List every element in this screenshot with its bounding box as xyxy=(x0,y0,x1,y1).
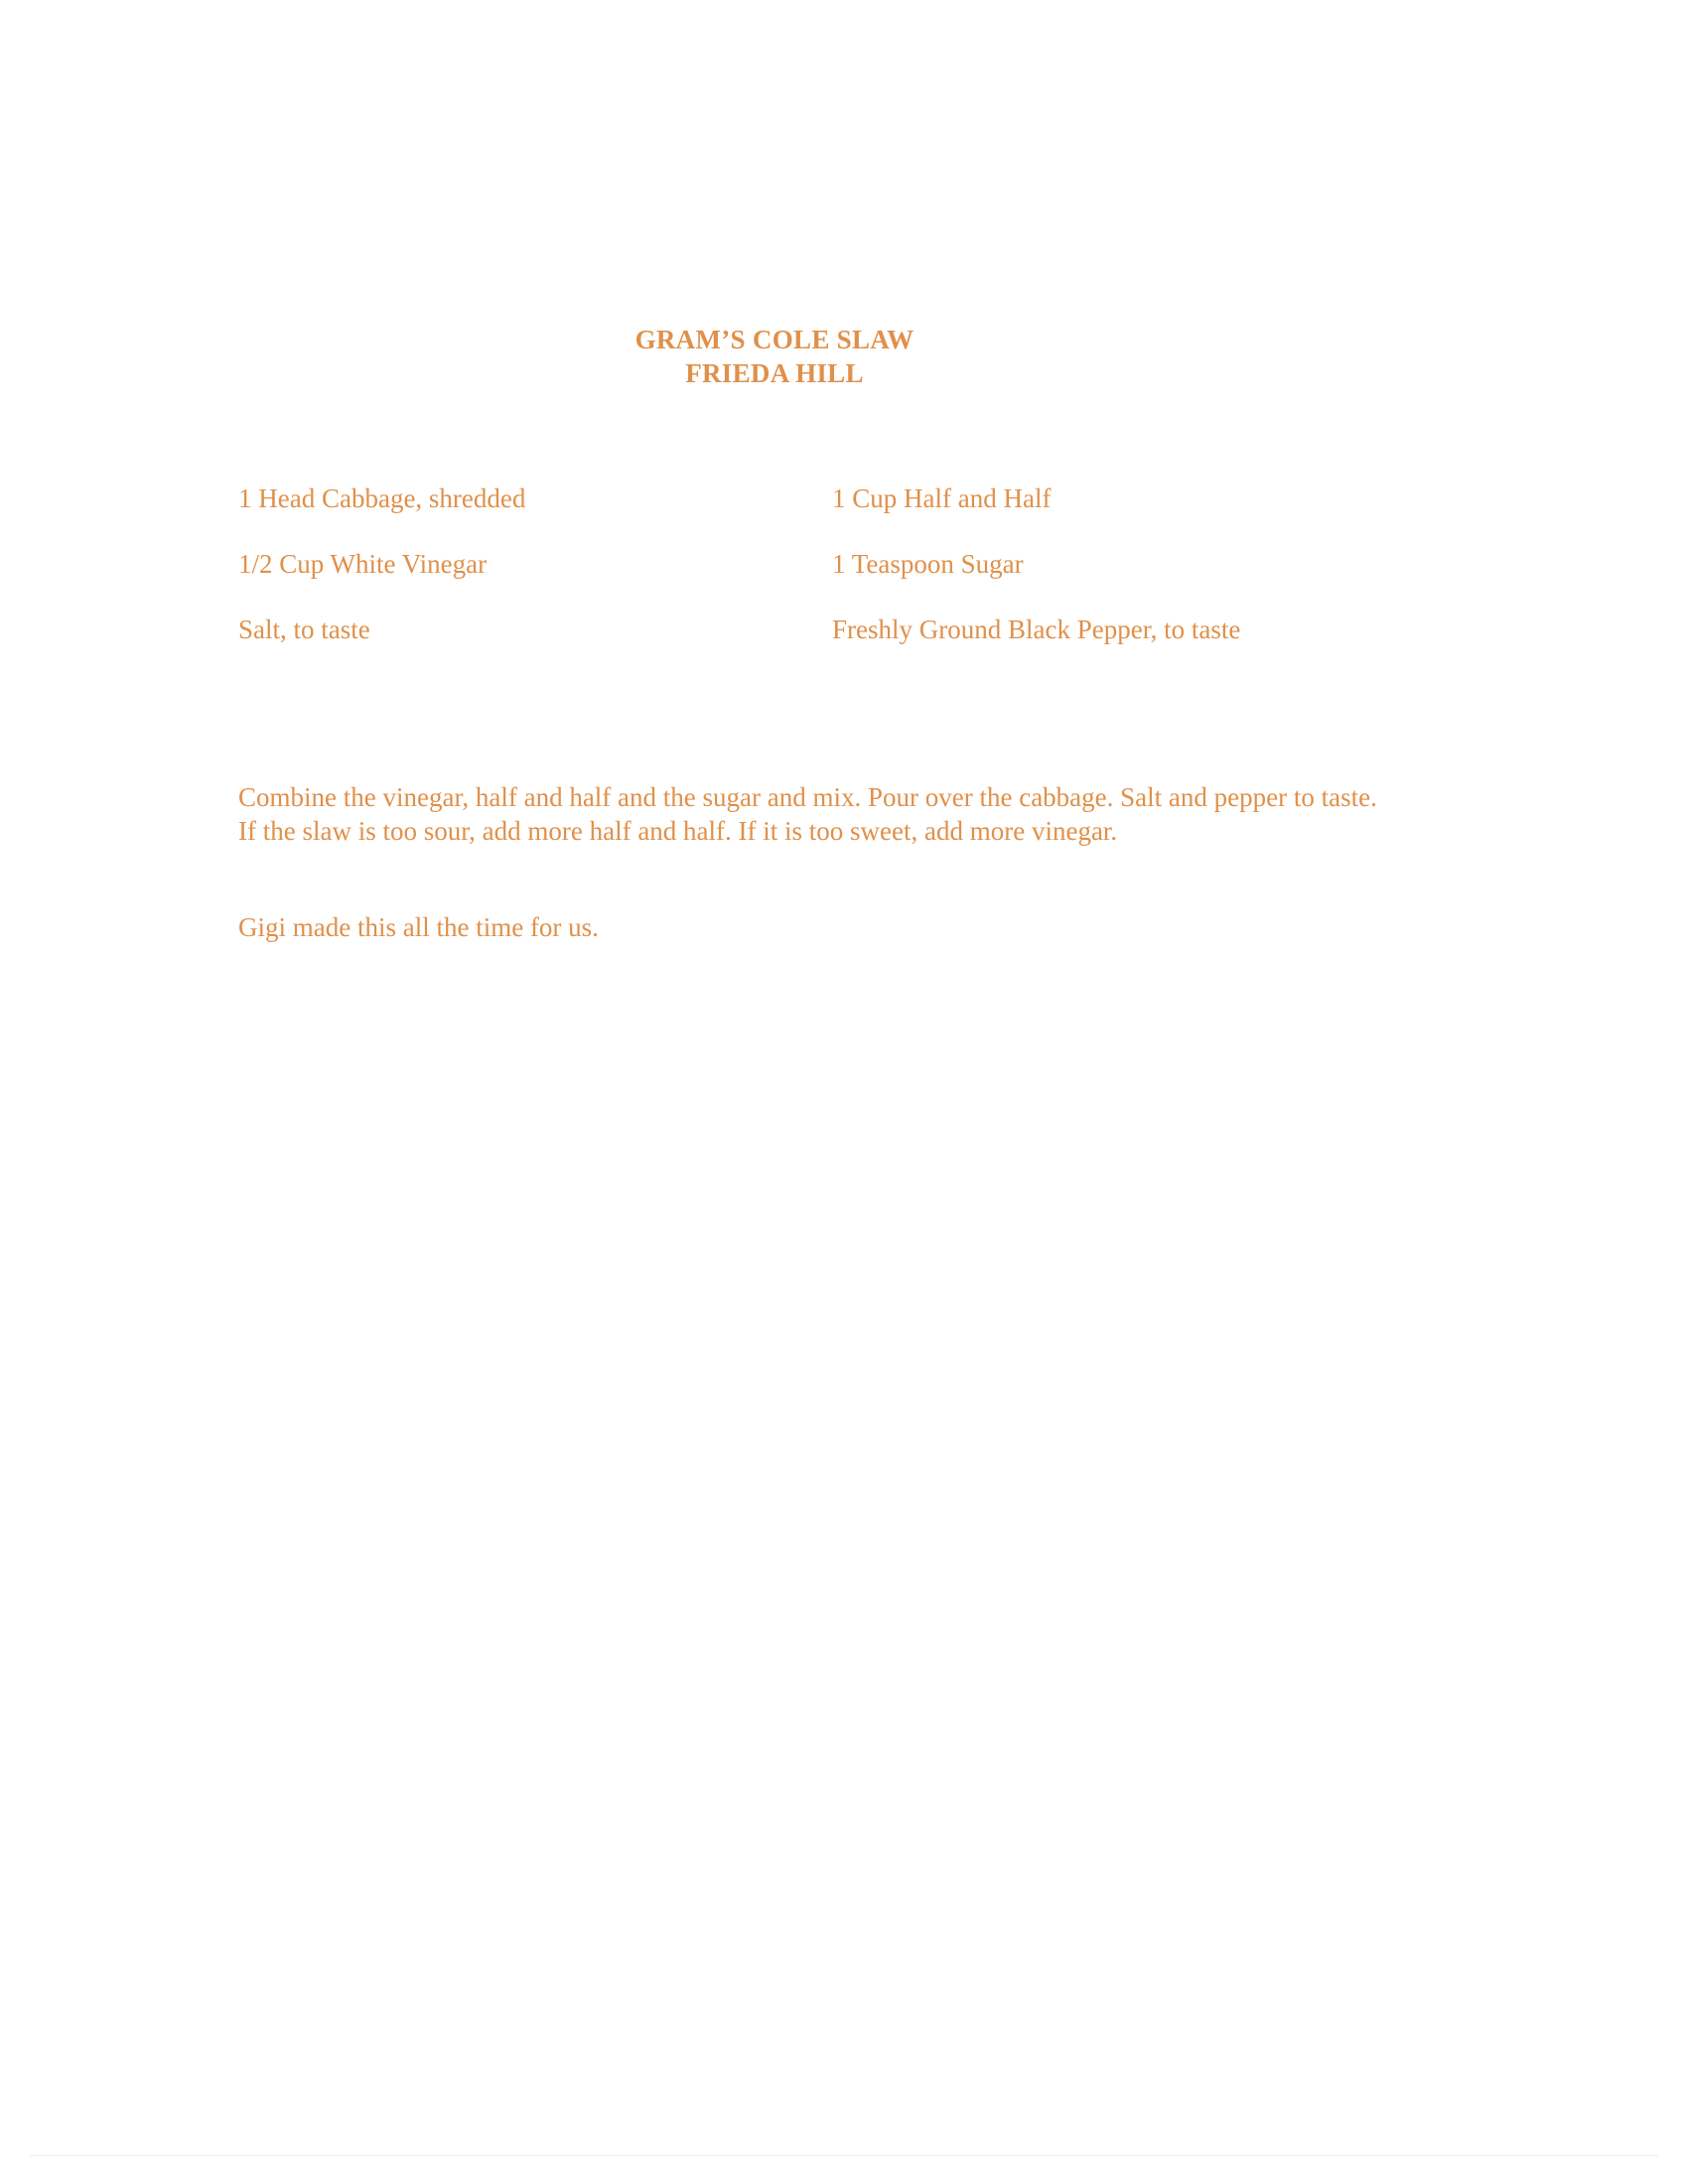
recipe-instructions: Combine the vinegar, half and half and the sugar and mix. Pour over the cabbage. Salt and pepper to taste. If the slaw is too sour, add more half and half. If it is too sweet, add more vinegar. xyxy=(238,782,1377,846)
recipe-note: Gigi made this all the time for us. xyxy=(238,912,599,942)
page-edge-line xyxy=(30,2155,1658,2156)
ingredient-row xyxy=(238,483,1430,549)
recipe-title: GRAM’S COLE SLAW xyxy=(634,325,914,354)
ingredient-item: 1/2 Cup White Vinegar xyxy=(238,549,488,579)
recipe-author: FRIEDA HILL xyxy=(685,358,864,388)
ingredient-item: 1 Cup Half and Half xyxy=(832,483,1052,513)
ingredients-list xyxy=(238,483,1430,680)
ingredient-row xyxy=(238,549,1430,614)
recipe-header xyxy=(0,323,1549,390)
ingredient-item: Freshly Ground Black Pepper, to taste xyxy=(832,614,1241,644)
ingredient-item: Salt, to taste xyxy=(238,614,370,644)
ingredient-row xyxy=(238,614,1430,680)
ingredient-item: 1 Head Cabbage, shredded xyxy=(238,483,526,513)
ingredient-item: 1 Teaspoon Sugar xyxy=(832,549,1024,579)
